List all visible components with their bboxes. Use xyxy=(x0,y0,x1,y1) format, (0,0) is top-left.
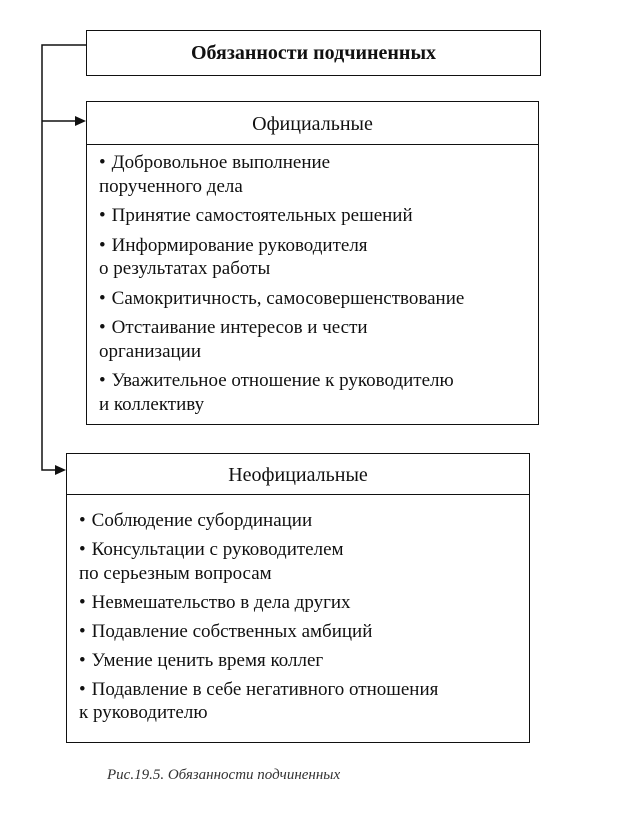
item-text: Информирование руководителя xyxy=(111,234,368,256)
bullet-icon: • xyxy=(99,287,106,309)
list-item-continuation xyxy=(99,340,538,364)
arrow-official-icon xyxy=(75,116,86,126)
unofficial-header: Неофициальные xyxy=(67,454,529,495)
list-item xyxy=(99,287,538,311)
list-item xyxy=(79,678,529,725)
list-item xyxy=(79,509,529,533)
item-text: Самокритичность, самосовершенствование xyxy=(111,287,465,309)
item-text: порученного дела xyxy=(99,175,243,197)
bullet-icon: • xyxy=(79,649,86,671)
bullet-icon: • xyxy=(79,539,86,560)
list-item xyxy=(99,316,538,363)
item-text: по серьезным вопросам xyxy=(79,562,272,584)
item-text: Невмешательство в дела других xyxy=(91,591,351,613)
list-item-text xyxy=(99,287,538,311)
bullet-icon: • xyxy=(99,317,106,338)
list-item xyxy=(99,234,538,281)
list-item-text xyxy=(79,509,529,533)
list-item xyxy=(79,620,529,644)
item-text: Уважительное отношение к руководителю xyxy=(111,370,454,391)
official-header: Официальные xyxy=(87,102,538,145)
bullet-icon: • xyxy=(99,205,106,226)
item-text: Отстаивание интересов и чести xyxy=(111,317,368,338)
list-item-text xyxy=(79,649,529,673)
list-item-text xyxy=(79,538,529,562)
connector-line-unofficial xyxy=(42,45,86,470)
figure-caption: Рис.19.5. Обязанности подчиненных xyxy=(107,767,341,783)
item-text: к руководителю xyxy=(79,702,208,723)
list-item-continuation xyxy=(79,562,529,586)
item-text: Соблюдение субординации xyxy=(91,510,313,531)
list-item-text xyxy=(99,316,538,340)
bullet-icon: • xyxy=(79,510,86,531)
list-item-text xyxy=(99,234,538,258)
list-item-text xyxy=(79,591,529,615)
list-item-text xyxy=(99,204,538,228)
item-text: Принятие самостоятельных решений xyxy=(111,205,413,226)
list-item-continuation xyxy=(79,701,529,725)
item-text: Умение ценить время коллег xyxy=(91,649,324,671)
list-item-text xyxy=(99,151,538,175)
title-box: Обязанности подчиненных xyxy=(86,30,541,76)
arrow-unofficial-icon xyxy=(55,465,66,475)
list-item-continuation xyxy=(99,175,538,199)
list-item-continuation xyxy=(99,393,538,417)
item-text: о результатах работы xyxy=(99,258,271,279)
list-item xyxy=(79,538,529,585)
item-text: и коллективу xyxy=(99,393,205,415)
official-box xyxy=(86,101,539,425)
bullet-icon: • xyxy=(79,591,86,613)
item-text: Подавление в себе негативного отношения xyxy=(91,678,439,700)
list-item xyxy=(99,151,538,198)
list-item xyxy=(79,591,529,615)
item-text: Подавление собственных амбиций xyxy=(91,620,373,642)
list-item xyxy=(99,204,538,228)
bullet-icon: • xyxy=(99,234,106,256)
item-text: организации xyxy=(99,340,202,362)
item-text: Консультации с руководителем xyxy=(91,539,344,560)
bullet-icon: • xyxy=(99,370,106,391)
bullet-icon: • xyxy=(99,152,106,173)
list-item-text xyxy=(99,369,538,393)
list-item xyxy=(99,369,538,416)
list-item-continuation xyxy=(99,257,538,281)
bullet-icon: • xyxy=(79,620,86,642)
list-item-text xyxy=(79,620,529,644)
bullet-icon: • xyxy=(79,678,86,700)
list-item-text xyxy=(79,678,529,702)
official-list xyxy=(87,145,538,416)
item-text: Добровольное выполнение xyxy=(111,152,331,173)
unofficial-box xyxy=(66,453,530,743)
unofficial-list xyxy=(67,495,529,725)
list-item xyxy=(79,649,529,673)
